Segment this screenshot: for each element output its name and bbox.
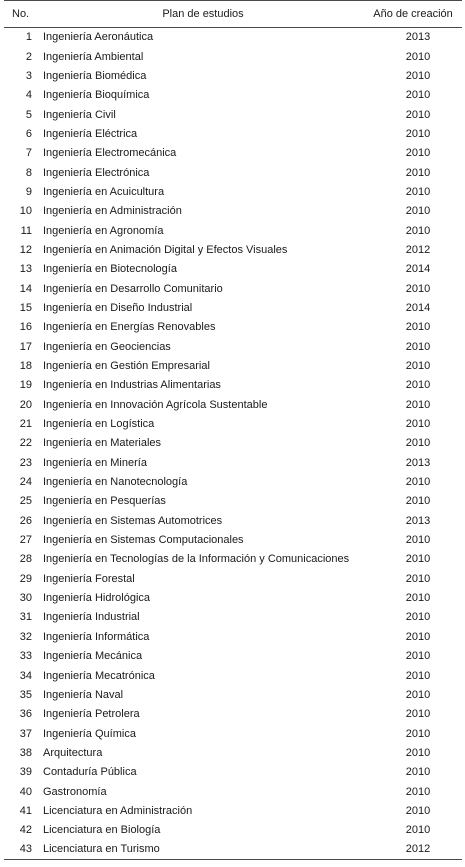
row-number: 38 [19, 746, 32, 759]
row-plan-name: Ingeniería en Materiales [43, 437, 162, 450]
row-number: 24 [19, 476, 32, 489]
row-plan-name: Ingeniería en Sistemas Computacionales [43, 534, 244, 547]
row-number: 8 [25, 166, 32, 179]
table-row [4, 414, 462, 433]
table-row [4, 569, 462, 588]
row-plan-name: Ingeniería Industrial [43, 611, 140, 624]
table-row [4, 376, 462, 395]
row-number: 40 [19, 785, 32, 798]
study-plans-table [4, 0, 462, 860]
row-plan-name: Ingeniería en Tecnologías de la Información y Comunicaciones [43, 553, 350, 566]
row-year: 2010 [405, 437, 431, 450]
row-plan-name: Ingeniería Mecatrónica [43, 669, 155, 682]
row-number: 43 [4, 840, 42, 859]
row-plan-name: Contaduría Pública [43, 766, 137, 779]
row-number: 19 [19, 379, 32, 392]
row-plan-name: Ingeniería en Energías Renovables [43, 321, 216, 334]
table-row [4, 492, 462, 511]
row-year: 2010 [405, 340, 431, 353]
row-year: 2010 [405, 708, 431, 721]
row-year: 2010 [405, 495, 431, 508]
table-row [4, 163, 462, 182]
table-row [4, 124, 462, 143]
table-row [4, 608, 462, 627]
row-number: 6 [25, 127, 32, 140]
row-number: 12 [19, 243, 32, 256]
row-year: 2010 [405, 50, 431, 63]
row-plan-name: Ingeniería Forestal [43, 572, 135, 585]
row-number: 16 [19, 321, 32, 334]
row-plan-name: Ingeniería Ambiental [43, 50, 144, 63]
row-number: 42 [19, 824, 32, 837]
table-row [4, 105, 462, 124]
row-number: 17 [19, 340, 32, 353]
row-number: 4 [25, 89, 32, 102]
table-row [4, 840, 462, 859]
table-row [4, 627, 462, 646]
row-year: 2010 [405, 572, 431, 585]
study-plans-table-container [4, 0, 462, 860]
table-row [4, 647, 462, 666]
row-number: 7 [25, 147, 32, 160]
row-year: 2010 [405, 688, 431, 701]
row-year: 2010 [405, 766, 431, 779]
table-row [4, 202, 462, 221]
row-year: 2012 [364, 840, 462, 859]
row-year: 2010 [405, 669, 431, 682]
row-plan-name: Ingeniería en Acuicultura [43, 185, 165, 198]
row-number: 26 [19, 514, 32, 527]
row-number: 20 [19, 398, 32, 411]
row-number: 39 [19, 766, 32, 779]
row-number: 31 [19, 611, 32, 624]
row-year: 2014 [405, 263, 431, 276]
row-year: 2010 [405, 650, 431, 663]
row-plan-name: Licenciatura en Administración [43, 804, 193, 817]
row-plan-name: Licenciatura en Turismo [42, 840, 364, 859]
row-number: 29 [19, 572, 32, 585]
row-number: 22 [19, 437, 32, 450]
table-row [4, 395, 462, 414]
header-no: No. [4, 1, 42, 28]
table-row [4, 821, 462, 840]
row-plan-name: Ingeniería Naval [43, 688, 124, 701]
table-row [4, 221, 462, 240]
row-plan-name: Ingeniería Eléctrica [43, 127, 138, 140]
row-number: 15 [19, 301, 32, 314]
row-plan-name: Ingeniería Mecánica [43, 650, 143, 663]
row-year: 2010 [405, 398, 431, 411]
row-number: 11 [20, 224, 32, 237]
row-number: 14 [19, 282, 32, 295]
row-plan-name: Ingeniería en Sistemas Automotrices [43, 514, 223, 527]
table-row [4, 298, 462, 317]
row-number: 41 [19, 804, 32, 817]
row-year: 2010 [405, 205, 431, 218]
table-row [4, 530, 462, 549]
row-year: 2010 [405, 166, 431, 179]
row-year: 2010 [405, 553, 431, 566]
row-plan-name: Arquitectura [43, 746, 103, 759]
row-number: 25 [19, 495, 32, 508]
row-year: 2010 [405, 592, 431, 605]
row-plan-name: Ingeniería Electrónica [43, 166, 150, 179]
row-number: 9 [25, 185, 32, 198]
table-row [4, 434, 462, 453]
row-number: 32 [19, 630, 32, 643]
row-number: 21 [19, 418, 32, 431]
row-plan-name: Ingeniería en Minería [43, 456, 147, 469]
table-row [4, 763, 462, 782]
row-number: 33 [19, 650, 32, 663]
header-row [4, 1, 462, 28]
row-plan-name: Ingeniería Electromecánica [43, 147, 177, 160]
table-row [4, 511, 462, 530]
table-row [4, 66, 462, 85]
table-row [4, 279, 462, 298]
row-plan-name: Ingeniería en Nanotecnología [43, 476, 188, 489]
row-year: 2010 [405, 69, 431, 82]
table-row [4, 240, 462, 259]
row-plan-name: Ingeniería Aeronáutica [43, 31, 154, 44]
row-plan-name: Ingeniería en Desarrollo Comunitario [43, 282, 223, 295]
table-row [4, 356, 462, 375]
row-number: 23 [19, 456, 32, 469]
row-number: 13 [19, 263, 32, 276]
row-year: 2010 [405, 224, 431, 237]
row-plan-name: Ingeniería Informática [43, 630, 150, 643]
row-year: 2010 [405, 727, 431, 740]
row-year: 2014 [405, 301, 431, 314]
row-number: 37 [19, 727, 32, 740]
row-plan-name: Ingeniería Hidrológica [43, 592, 151, 605]
row-plan-name: Ingeniería Petrolera [43, 708, 140, 721]
table-row [4, 801, 462, 820]
table-row [4, 782, 462, 801]
row-number: 36 [19, 708, 32, 721]
row-plan-name: Ingeniería en Diseño Industrial [43, 301, 193, 314]
row-year: 2010 [405, 360, 431, 373]
row-plan-name: Ingeniería en Innovación Agrícola Sustentable [43, 398, 268, 411]
table-row [4, 337, 462, 356]
row-plan-name: Ingeniería en Biotecnología [43, 263, 177, 276]
row-year: 2010 [405, 611, 431, 624]
table-row [4, 724, 462, 743]
table-row [4, 685, 462, 704]
row-plan-name: Gastronomía [43, 785, 107, 798]
row-number: 2 [25, 50, 32, 63]
table-row [4, 182, 462, 201]
row-plan-name: Ingeniería en Pesquerías [43, 495, 166, 508]
table-row [4, 550, 462, 569]
row-year: 2010 [405, 108, 431, 121]
row-year: 2010 [405, 824, 431, 837]
row-plan-name: Ingeniería en Industrias Alimentarias [43, 379, 221, 392]
table-row [4, 705, 462, 724]
row-number: 27 [19, 534, 32, 547]
row-year: 2010 [405, 746, 431, 759]
row-plan-name: Ingeniería en Agronomía [43, 224, 164, 237]
header-year: Año de creación [364, 1, 462, 28]
row-plan-name: Ingeniería en Logística [43, 418, 155, 431]
row-number: 35 [19, 688, 32, 701]
row-number: 3 [25, 69, 32, 82]
row-number: 5 [25, 108, 32, 121]
row-year: 2010 [405, 147, 431, 160]
row-year: 2010 [405, 476, 431, 489]
row-year: 2010 [405, 534, 431, 547]
table-row [4, 86, 462, 105]
row-plan-name: Ingeniería en Administración [43, 205, 182, 218]
row-year: 2010 [405, 804, 431, 817]
table-row [4, 318, 462, 337]
row-year: 2013 [405, 514, 431, 527]
table-row [4, 472, 462, 491]
row-year: 2010 [405, 282, 431, 295]
row-plan-name: Ingeniería Bioquímica [43, 89, 150, 102]
row-year: 2010 [405, 185, 431, 198]
row-number: 30 [19, 592, 32, 605]
table-row [4, 666, 462, 685]
table-header [4, 1, 462, 28]
row-year: 2010 [405, 785, 431, 798]
row-plan-name: Ingeniería Química [43, 727, 136, 740]
row-number: 10 [19, 205, 32, 218]
row-number: 34 [19, 669, 32, 682]
row-plan-name: Licenciatura en Biología [43, 824, 161, 837]
row-number: 28 [19, 553, 32, 566]
row-number: 1 [25, 31, 32, 44]
row-year: 2010 [405, 321, 431, 334]
row-year: 2010 [405, 379, 431, 392]
table-row [4, 28, 462, 47]
row-plan-name: Ingeniería en Geociencias [43, 340, 171, 353]
row-number: 18 [19, 360, 32, 373]
row-year: 2013 [405, 31, 431, 44]
table-row [4, 144, 462, 163]
table-row [4, 588, 462, 607]
header-plan: Plan de estudios [42, 1, 364, 28]
table-row [4, 47, 462, 66]
row-plan-name: Ingeniería Biomédica [43, 69, 147, 82]
row-year: 2010 [405, 89, 431, 102]
row-year: 2012 [405, 243, 431, 256]
row-year: 2010 [405, 630, 431, 643]
table-body [4, 28, 462, 860]
table-row [4, 453, 462, 472]
table-row [4, 743, 462, 762]
row-year: 2010 [405, 127, 431, 140]
table-row [4, 260, 462, 279]
row-plan-name: Ingeniería Civil [43, 108, 116, 121]
row-year: 2010 [405, 418, 431, 431]
row-plan-name: Ingeniería en Gestión Empresarial [43, 360, 210, 373]
row-plan-name: Ingeniería en Animación Digital y Efectos Visuales [43, 243, 288, 256]
row-year: 2013 [405, 456, 431, 469]
